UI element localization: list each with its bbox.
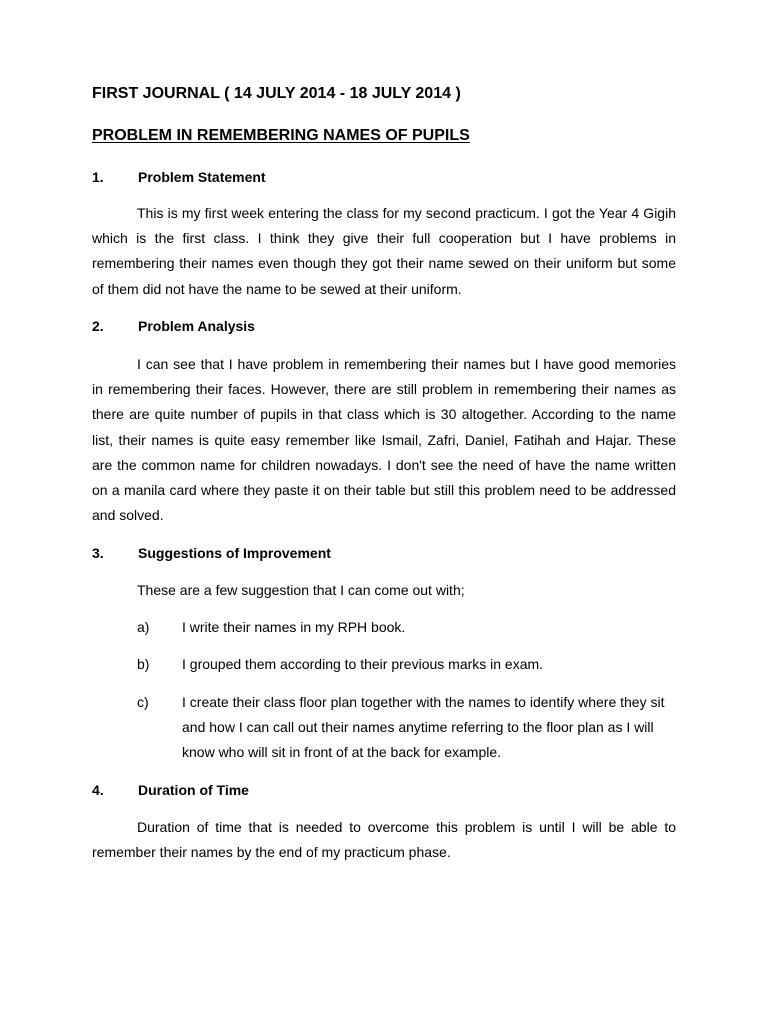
page-subtitle: PROBLEM IN REMEMBERING NAMES OF PUPILS [92, 127, 470, 144]
section-number: 1. [92, 169, 104, 185]
list-item [137, 615, 682, 640]
section-title: Suggestions of Improvement [138, 545, 331, 561]
section-number: 4. [92, 782, 104, 798]
section-title: Duration of Time [138, 782, 249, 798]
section-title: Problem Analysis [138, 318, 255, 334]
list-item [137, 690, 682, 766]
problem-analysis-paragraph: I can see that I have problem in remembering their names but I have good memories in remembering their faces. However, there are still problem in remembering their names as there are quite number of pupils in that class which is 30 altogether. According to the name list, their names is quite easy remember like Ismail, Zafri, Daniel, Fatihah and Hajar. These are the common name for children nowadays. I don't see the need of have the name written on a manila card where they paste it on their table but still this problem need to be addressed and solved. [92, 356, 676, 524]
section-heading-problem-analysis [92, 318, 255, 334]
list-item-text: I write their names in my RPH book. [182, 619, 406, 635]
list-marker: a) [137, 619, 150, 635]
list-marker: c) [137, 694, 149, 710]
section-heading-suggestions [92, 545, 331, 561]
duration-paragraph: Duration of time that is needed to overcome this problem is until I will be able to remember their names by the end of my practicum phase. [92, 819, 676, 861]
list-item-text: I grouped them according to their previous marks in exam. [182, 656, 544, 672]
list-item [137, 652, 682, 677]
page-title: FIRST JOURNAL ( 14 JULY 2014 - 18 JULY 2014 ) [92, 85, 461, 102]
problem-statement-paragraph: This is my first week entering the class for my second practicum. I got the Year 4 Gigih which is the first class. I think they give their full cooperation but I have problems in remembering their names even though they got their name sewed on their uniform but some of them did not have the name to be sewed at their uniform. [92, 205, 676, 297]
section-number: 3. [92, 545, 104, 561]
section-number: 2. [92, 318, 104, 334]
section-heading-problem-statement [92, 169, 266, 185]
list-marker: b) [137, 656, 150, 672]
list-item-text: I create their class floor plan together with the names to identify where they sit and how I can call out their names anytime referring to the floor plan as I will know who will sit in front of at the back for example. [182, 694, 665, 761]
section-title: Problem Statement [138, 169, 266, 185]
suggestions-intro: These are a few suggestion that I can come out with; [137, 582, 465, 598]
section-heading-duration [92, 782, 249, 798]
